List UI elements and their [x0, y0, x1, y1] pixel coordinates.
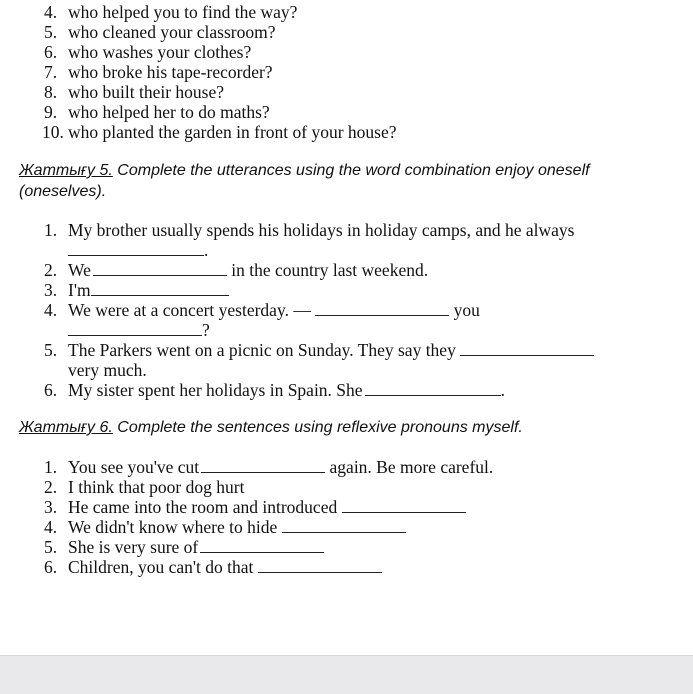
list-item-cont: very much.	[68, 360, 147, 380]
bottom-bar	[0, 655, 693, 694]
answer-blank[interactable]	[282, 518, 406, 533]
list-item-cont: ?	[68, 320, 210, 341]
list-item: 7. who broke his tape-recorder?	[44, 62, 273, 82]
list-item: 10. who planted the garden in front of your house?	[42, 122, 397, 142]
answer-blank[interactable]	[93, 261, 227, 276]
answer-blank[interactable]	[460, 341, 594, 356]
answer-blank[interactable]	[365, 381, 501, 396]
answer-blank[interactable]	[200, 538, 324, 553]
list-item: 9. who helped her to do maths?	[44, 102, 270, 122]
exercise-5-heading: Жаттығу 5. Complete the utterances using the word combination enjoy oneself	[19, 162, 590, 179]
answer-blank[interactable]	[315, 301, 449, 316]
list-item: 5. who cleaned your classroom?	[44, 22, 276, 42]
answer-blank[interactable]	[342, 498, 466, 513]
answer-blank[interactable]	[258, 558, 382, 573]
answer-blank[interactable]	[91, 281, 229, 296]
list-item: 8. who built their house?	[44, 82, 225, 102]
exercise-6-heading: Жаттығу 6. Complete the sentences using reflexive pronouns myself.	[19, 419, 523, 436]
document-page: 4. who helped you to find the way? 5. who cleaned your classroom? 6. who washes your clothes? 7. who broke his tape-recorder? 8. who built their house? 9. who helped her to do maths? 10. who planted the garden in front of your house? Жаттығу 5. Complete the utterances using the word combination enjoy oneself (oneselves). 1. My brother usually spends his holidays in holiday camps, and he always . 2. We in the country last weekend. 3. I'm 4. We were at a concert yesterday. — you ? 5. The Parkers went on a picnic on Sunday. They say they very much. 6. My sister spent her holidays in Spain. She . Жаттығу 6. Complete the sentences using reflexive pronouns myself. 1. You see you've cut again. Be more careful. 2. I think that poor dog hurt 3. He came into the room and introduced 4. We didn't know where to hide 5. She is very sure of 6. Children, you can't do that	[0, 0, 693, 655]
list-item-cont: .	[68, 240, 208, 261]
exercise-5-heading-cont: (oneselves).	[19, 183, 107, 200]
list-item: 6. who washes your clothes?	[44, 42, 252, 62]
answer-blank[interactable]	[68, 241, 204, 256]
answer-blank[interactable]	[201, 458, 325, 473]
list-item: 4. who helped you to find the way?	[44, 2, 298, 22]
answer-blank[interactable]	[68, 321, 202, 336]
